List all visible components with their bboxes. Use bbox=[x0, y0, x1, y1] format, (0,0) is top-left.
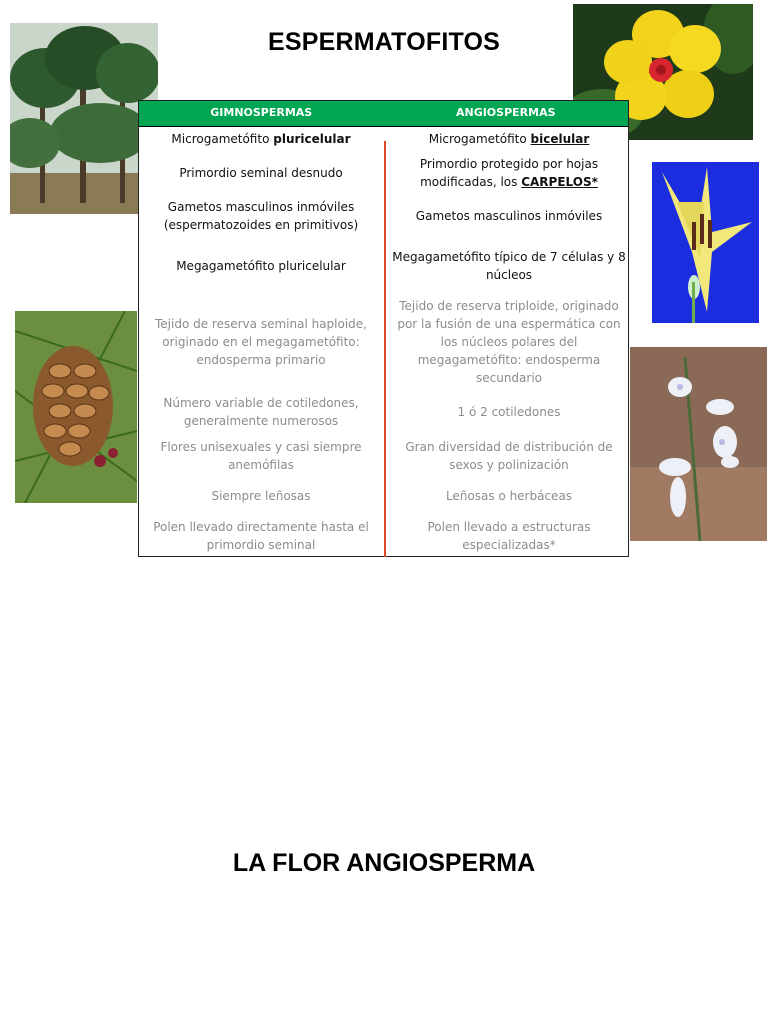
cell-gimno-microgametofito: Microgametófito pluricelular bbox=[171, 132, 351, 146]
column-divider bbox=[384, 141, 386, 557]
cell-angio-lenosas: Leñosas o herbáceas bbox=[445, 489, 573, 503]
cell-angio-tejido-reserva: Tejido de reserva triploide, originado por la fusión de una espermática con los núcleos polares del megagametófito: endosperma secundario bbox=[397, 299, 621, 385]
cell-angio-polen: Polen llevado a estructuras especializadas* bbox=[427, 520, 591, 552]
page-title: ESPERMATOFITOS bbox=[268, 28, 500, 56]
cell-gimno-tejido-reserva: Tejido de reserva seminal haploide, originado en el megagametófito: endosperma primario bbox=[155, 317, 367, 367]
comparison-table bbox=[138, 100, 629, 557]
section-title: LA FLOR ANGIOSPERMA bbox=[232, 849, 536, 877]
cell-gimno-primordio: Primordio seminal desnudo bbox=[179, 166, 343, 180]
cell-angio-flores: Gran diversidad de distribución de sexos y polinización bbox=[405, 440, 613, 472]
cell-gimno-cotiledones: Número variable de cotiledones, generalmente numerosos bbox=[163, 396, 359, 428]
table-header bbox=[139, 101, 628, 127]
cell-angio-primordio: Primordio protegido por hojas modificadas, los CARPELOS* bbox=[419, 157, 599, 189]
cell-angio-microgametofito: Microgametófito bicelular bbox=[428, 132, 590, 146]
cell-gimno-gametos: Gametos masculinos inmóviles (espermatozoides en primitivos) bbox=[163, 200, 359, 232]
cell-gimno-flores: Flores unisexuales y casi siempre anemófilas bbox=[160, 440, 362, 472]
header-gimnospermas: GIMNOSPERMAS bbox=[210, 106, 313, 119]
white-flower-photo bbox=[630, 347, 767, 541]
cell-gimno-lenosas: Siempre leñosas bbox=[211, 489, 311, 503]
header-angiospermas: ANGIOSPERMAS bbox=[455, 106, 556, 119]
cell-angio-megagametofito: Megagametófito típico de 7 células y 8 núcleos bbox=[392, 250, 626, 282]
cell-angio-cotiledones: 1 ó 2 cotiledones bbox=[457, 405, 561, 419]
cell-gimno-megagametofito: Megagametófito pluricelular bbox=[176, 259, 346, 273]
pine-forest-photo bbox=[10, 23, 158, 214]
lily-flower-photo bbox=[652, 162, 759, 323]
pine-cone-photo bbox=[15, 311, 137, 503]
cell-gimno-polen: Polen llevado directamente hasta el primordio seminal bbox=[153, 520, 369, 552]
cell-angio-gametos: Gametos masculinos inmóviles bbox=[415, 209, 603, 223]
